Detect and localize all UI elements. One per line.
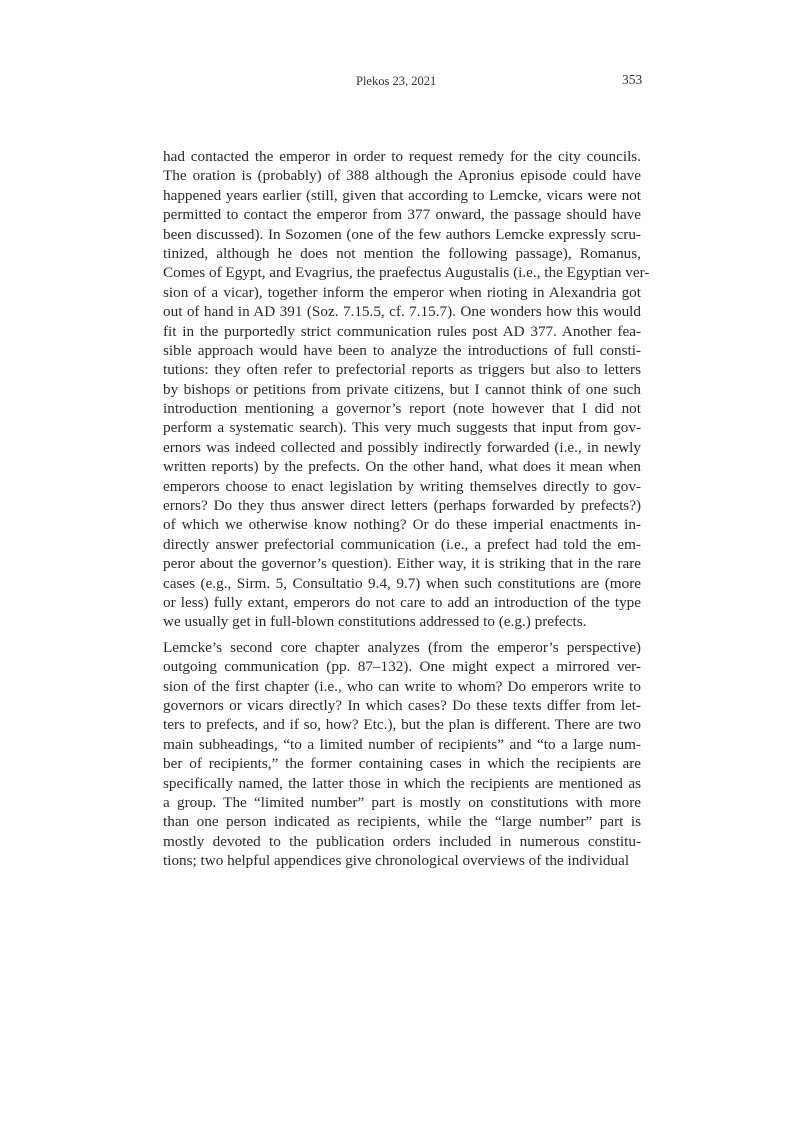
text-line: outgoing communication (pp. 87–132). One might expect a mirrored ver- xyxy=(163,658,641,676)
text-line: tinized, although he does not mention the following passage), Romanus, xyxy=(163,244,641,262)
paragraph xyxy=(163,147,650,632)
body-text xyxy=(163,147,650,870)
text-line: been discussed). In Sozomen (one of the few authors Lemcke expressly scru- xyxy=(163,225,641,243)
text-line: specifically named, the latter those in which the recipients are mentioned as xyxy=(163,774,641,792)
text-line: ernors? Do they thus answer direct letters (perhaps forwarded by prefects?) xyxy=(163,497,641,515)
text-line: fit in the purportedly strict communication rules post AD 377. Another fea- xyxy=(163,322,641,340)
text-line: main subheadings, “to a limited number of recipients” and “to a large num- xyxy=(163,735,641,753)
text-line: out of hand in AD 391 (Soz. 7.15.5, cf. 7.15.7). One wonders how this would xyxy=(163,303,641,321)
text-line: The oration is (probably) of 388 although the Apronius episode could have xyxy=(163,167,641,185)
text-line: Lemcke’s second core chapter analyzes (from the emperor’s perspective) xyxy=(163,638,641,656)
running-head xyxy=(0,74,799,90)
text-line: mostly devoted to the publication orders included in numerous constitu- xyxy=(163,832,641,850)
text-line: tutions: they often refer to prefectorial reports as triggers but also to letters xyxy=(163,361,641,379)
text-line: by bishops or petitions from private citizens, but I cannot think of one such xyxy=(163,380,641,398)
text-line: had contacted the emperor in order to request remedy for the city councils. xyxy=(163,148,641,165)
text-line: Comes of Egypt, and Evagrius, the praefectus Augustalis (i.e., the Egyptian ver- xyxy=(163,264,650,282)
text-line: directly answer prefectorial communication (i.e., a prefect had told the em- xyxy=(163,535,641,553)
text-line: happened years earlier (still, given that according to Lemcke, vicars were not xyxy=(163,186,641,204)
text-line: written reports) by the prefects. On the other hand, what does it mean when xyxy=(163,458,641,476)
text-line: peror about the governor’s question). Either way, it is striking that in the rare xyxy=(163,555,641,573)
text-line: tions; two helpful appendices give chronological overviews of the individual xyxy=(163,852,630,870)
text-line: permitted to contact the emperor from 377 onward, the passage should have xyxy=(163,206,641,224)
text-line: cases (e.g., Sirm. 5, Consultatio 9.4, 9.7) when such constitutions are (more xyxy=(163,574,641,592)
text-line: emperors choose to enact legislation by writing themselves directly to gov- xyxy=(163,477,641,495)
text-line: we usually get in full-blown constitutions addressed to (e.g.) prefects. xyxy=(163,613,587,631)
page-number: 353 xyxy=(622,72,643,87)
text-line: governors or vicars directly? In which cases? Do these texts differ from let- xyxy=(163,696,641,714)
text-line: ber of recipients,” the former containing cases in which the recipients are xyxy=(163,755,641,773)
text-line: perform a systematic search). This very much suggests that input from gov- xyxy=(163,419,641,437)
text-line: ters to prefects, and if so, how? Etc.), but the plan is different. There are two xyxy=(163,716,641,734)
text-line: or less) fully extant, emperors do not care to add an introduction of the type xyxy=(163,593,641,611)
journal-citation: Plekos 23, 2021 xyxy=(356,74,437,88)
text-line: a group. The “limited number” part is mostly on constitutions with more xyxy=(163,793,641,811)
text-line: ernors was indeed collected and possibly indirectly forwarded (i.e., in newly xyxy=(163,438,641,456)
text-line: than one person indicated as recipients, while the “large number” part is xyxy=(163,813,641,831)
text-line: sion of a vicar), together inform the emperor when rioting in Alexandria got xyxy=(163,283,641,301)
text-line: introduction mentioning a governor’s report (note however that I did not xyxy=(163,400,641,418)
paragraph xyxy=(163,638,641,871)
text-line: of which we otherwise know nothing? Or do these imperial enactments in- xyxy=(163,516,641,534)
text-line: sion of the first chapter (i.e., who can write to whom? Do emperors write to xyxy=(163,677,641,695)
text-line: sible approach would have been to analyze the introductions of full consti- xyxy=(163,341,641,359)
